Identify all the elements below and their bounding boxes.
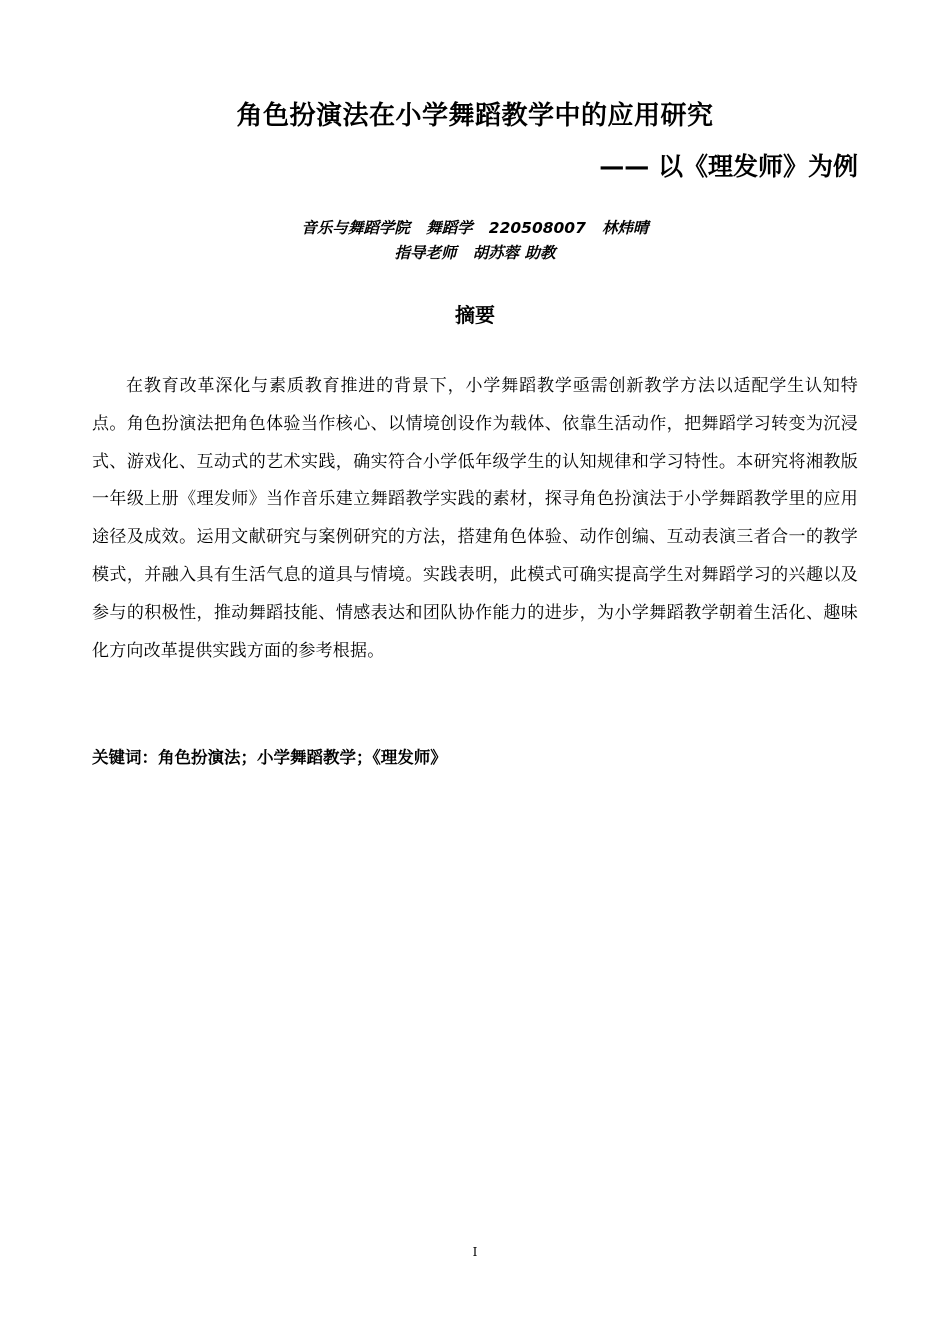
page-number: I: [472, 1245, 478, 1259]
abstract-heading: 摘要: [455, 303, 495, 327]
paper-title: 角色扮演法在小学舞蹈教学中的应用研究: [236, 101, 714, 131]
advisor-info: 指导老师 胡苏蓉 助教: [394, 244, 556, 262]
keywords-line: 关键词：角色扮演法；小学舞蹈教学；《理发师》: [92, 748, 447, 767]
paper-subtitle: —— 以《理发师》为例: [599, 152, 858, 181]
author-info: 音乐与舞蹈学院 舞蹈学 220508007 林炜晴: [301, 219, 649, 237]
abstract-paragraph: 在教育改革深化与素质教育推进的背景下，小学舞蹈教学亟需创新教学方法以适配学生认知特点。角色扮演法把角色体验当作核心、以情境创设作为载体、依靠生活动作，把舞蹈学习转变为沉浸式、游戏化、互动式的艺术实践，确实符合小学低年级学生的认知规律和学习特性。本研究将湘教版一年级上册《理发师》当作音乐建立舞蹈教学实践的素材，探寻角色扮演法于小学舞蹈教学里的应用途径及成效。运用文献研究与案例研究的方法，搭建角色体验、动作创编、互动表演三者合一的教学模式，并融入具有生活气息的道具与情境。实践表明，此模式可确实提高学生对舞蹈学习的兴趣以及参与的积极性，推动舞蹈技能、情感表达和团队协作能力的进步，为小学舞蹈教学朝着生活化、趣味化方向改革提供实践方面的参考根据。: [92, 376, 858, 661]
